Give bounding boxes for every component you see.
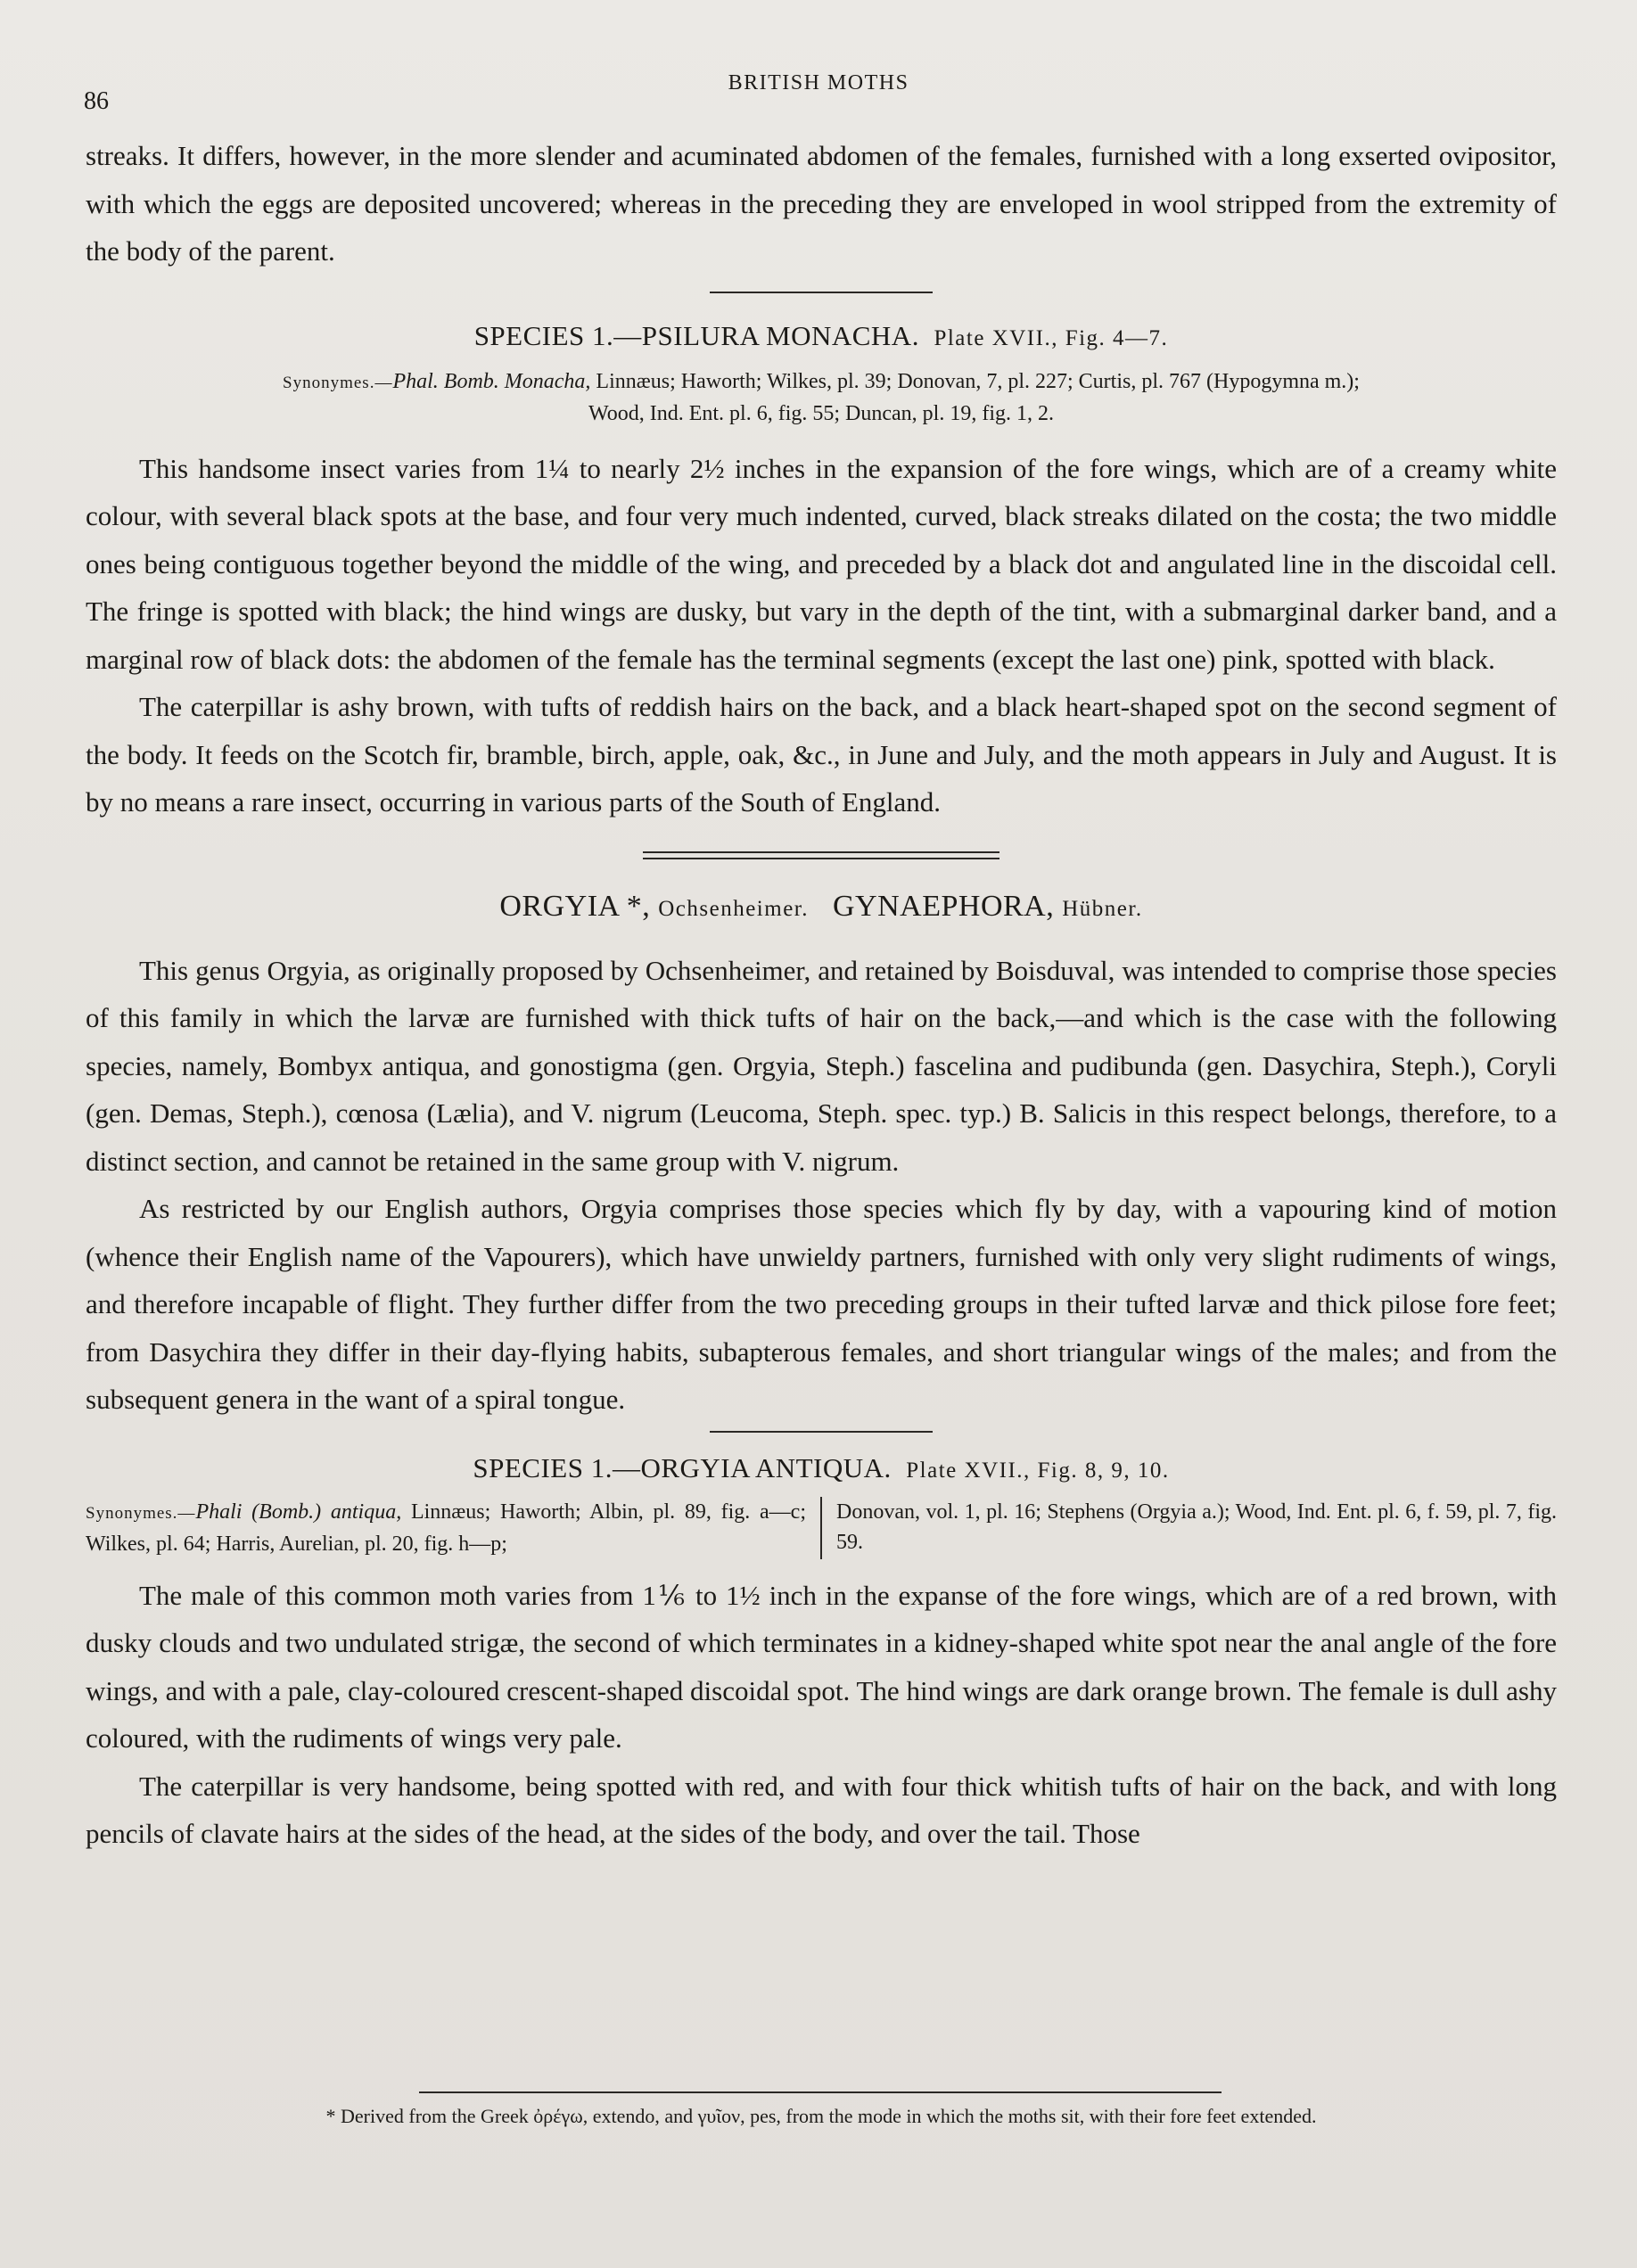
genus-heading-orgyia <box>86 890 1557 924</box>
species-title: SPECIES 1.—ORGYIA ANTIQUA. <box>473 1451 892 1483</box>
genus-paragraph: As restricted by our English authors, Orgyia comprises those species which fly by day, with a vapouring kind of motion (whence their English name of the Vapourers), which have unwieldy partners, furnished with only very slight rudiments of wings, and therefore incapable of flight. They further differ from the two preceding groups in their tufted larvæ and thick pilose fore feet; from Dasychira they differ in their day-flying habits, subapterous females, and short triangular wings of the males; and from the subsequent genera in the want of a spiral tongue. <box>86 1193 1557 1415</box>
caterpillar-description: The caterpillar is very handsome, being spotted with red, and with four thick whitish tufts of hair on the back, and with long pencils of clavate hairs at the sides of the head, at the sides of the body, and over the tail. Those <box>86 1770 1557 1849</box>
genus-paragraph: This genus Orgyia, as originally proposed by Ochsenheimer, and retained by Boisduval, was intended to comprise those species of this family in which the larvæ are furnished with thick tufts of hair on the back,—and which is the case with the following species, namely, Bombyx antiqua, and gonostigma (gen. Orgyia, Steph.) fascelina and pudibunda (gen. Dasychira, Steph.), Coryli (gen. Demas, Steph.), cœnosa (Lælia), and V. nigrum (Leucoma, Steph. spec. typ.) B. Salicis in this respect belongs, therefore, to a distinct section, and cannot be retained in the same group with V. nigrum. <box>86 954 1557 1177</box>
species-description: This handsome insect varies from 1¼ to nearly 2½ inches in the expansion of the fore wings, which are of a creamy white colour, with several black spots at the base, and four very much indented, curved, black streaks dilated on the costa; the two middle ones being contiguous together beyond the middle of the wing, and preceded by a black dot and angulated line in the discoidal cell. The fringe is spotted with black; the hind wings are dusky, but vary in the depth of the tint, with a submarginal darker band, and a marginal row of black dots: the abdomen of the female has the terminal segments (except the last one) pink, spotted with black. <box>86 452 1557 675</box>
synonyms-block <box>86 1497 1557 1559</box>
synonyms-right-column: Donovan, vol. 1, pl. 16; Stephens (Orgyia a.); Wood, Ind. Ent. pl. 6, f. 59, pl. 7, fig. 59. <box>836 1500 1557 1554</box>
intro-paragraph: streaks. It differs, however, in the more slender and acuminated abdomen of the females, furnished with a long exserted ovipositor, with which the eggs are deposited uncovered; whereas in the preceding they are enveloped in wool stripped from the extremity of the body of the parent. <box>86 140 1557 267</box>
synonyms-label: Synonymes.— <box>283 373 393 392</box>
synonyms-block <box>86 366 1557 429</box>
synonym-name: Phali (Bomb.) antiqua, <box>195 1500 402 1524</box>
footnote-divider <box>419 2091 1222 2093</box>
genus-divider <box>643 851 999 859</box>
synonym-name: Phal. Bomb. Monacha, <box>392 369 591 393</box>
synonyms-line <box>86 366 1557 399</box>
synonyms-refs: Linnæus; Haworth; Albin, pl. 89, fig. a—c; Wilkes, pl. 64; Harris, Aurelian, pl. 20, fig. h—p; <box>86 1500 806 1556</box>
running-head: BRITISH MOTHS <box>728 71 909 94</box>
plate-reference: Plate XVII., Fig. 4—7. <box>934 325 1169 350</box>
synonyms-label: Synonymes.— <box>86 1503 196 1523</box>
page-body <box>86 132 1557 1858</box>
caterpillar-description: The caterpillar is ashy brown, with tufts of reddish hairs on the back, and a black heart-shaped spot on the second segment of the body. It feeds on the Scotch fir, bramble, birch, apple, oak, &c., in June and July, and the moth appears in July and August. It is by no means a rare insect, occurring in various parts of the South of England. <box>86 691 1557 818</box>
genus-synonym-author: Hübner. <box>1062 896 1143 921</box>
genus-author: Ochsenheimer. <box>658 896 809 921</box>
page-number: 86 <box>84 87 109 115</box>
species-heading-psilura <box>86 320 1557 352</box>
synonyms-refs: Linnæus; Haworth; Wilkes, pl. 39; Donovan, 7, pl. 227; Curtis, pl. 767 (Hypogymna m.); <box>596 369 1360 393</box>
section-divider <box>710 292 933 293</box>
footnote: * Derived from the Greek ὀρέγω, extendo, and γυῖον, pes, from the mode in which the moths sit, with their fore feet extended. <box>325 2105 1317 2127</box>
page-header <box>0 64 1637 118</box>
synonyms-left-column <box>86 1497 822 1559</box>
species-title: SPECIES 1.—PSILURA MONACHA. <box>473 319 919 351</box>
synonyms-line: Wood, Ind. Ent. pl. 6, fig. 55; Duncan, pl. 19, fig. 1, 2. <box>588 401 1054 425</box>
plate-reference: Plate XVII., Fig. 8, 9, 10. <box>906 1458 1170 1483</box>
genus-name: ORGYIA *, <box>499 889 651 923</box>
genus-synonym: GYNAEPHORA, <box>833 889 1055 923</box>
species-description: The male of this common moth varies from 1⅙ to 1½ inch in the expanse of the fore wings, which are of a red brown, with dusky clouds and two undulated strigæ, the second of which terminates in a kidney-shaped white spot near the anal angle of the fore wings, and with a pale, clay-coloured crescent-shaped discoidal spot. The hind wings are dark orange brown. The female is dull ashy coloured, with the rudiments of wings very pale. <box>86 1579 1557 1754</box>
section-divider <box>710 1431 933 1433</box>
species-heading-antiqua <box>86 1452 1557 1484</box>
